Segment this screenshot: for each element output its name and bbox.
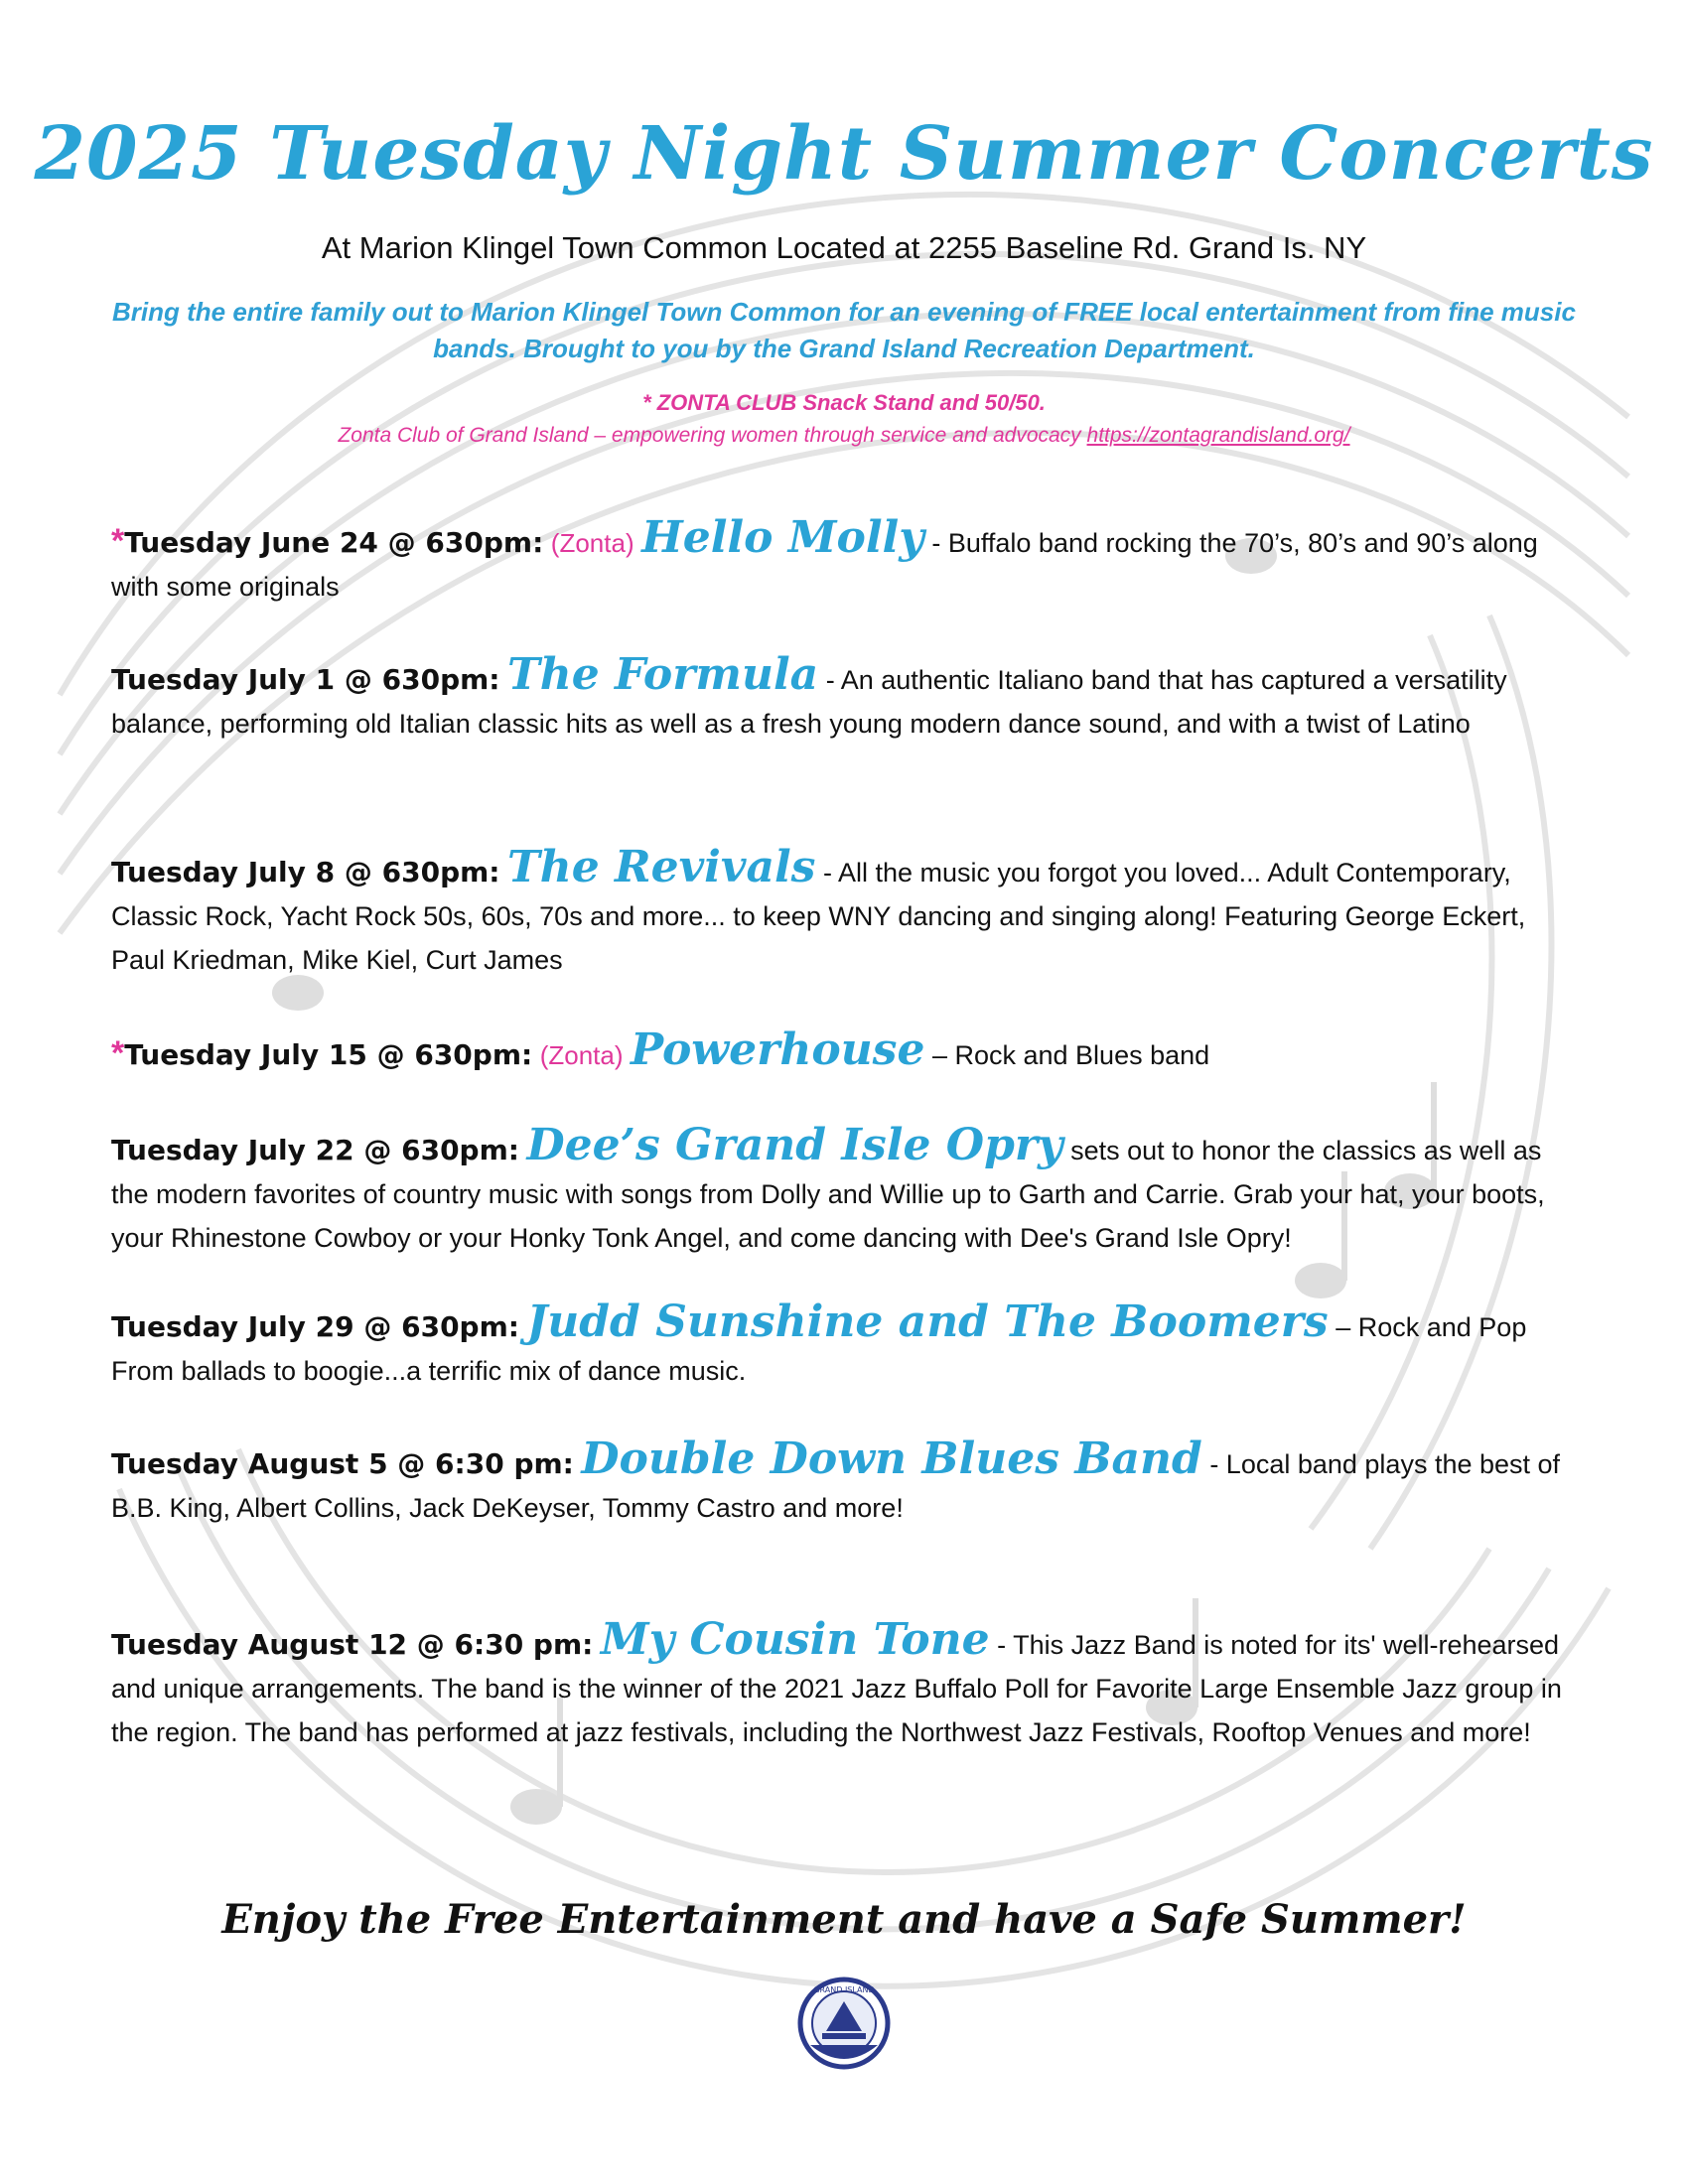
- event-description: - Buffalo band rocking the 70’s, 80’s and 90’s along with some originals: [111, 528, 1538, 602]
- event-description: – Rock and Pop From ballads to boogie...a terrific mix of dance music.: [111, 1312, 1527, 1386]
- zonta-snack-note: * ZONTA CLUB Snack Stand and 50/50.: [642, 390, 1046, 415]
- event-item: [111, 842, 1581, 982]
- event-item: [111, 649, 1581, 746]
- zonta-tag: (Zonta): [550, 528, 634, 558]
- venue-address: At Marion Klingel Town Common Located at 2255 Baseline Rd. Grand Is. NY: [321, 230, 1367, 265]
- event-date: Tuesday July 15 @ 630pm:: [124, 1038, 533, 1071]
- event-date: Tuesday June 24 @ 630pm:: [124, 526, 544, 559]
- event-description: - An authentic Italiano band that has captured a versatility balance, performing old Italian classic hits as well as a fresh young modern dance sound, and with a twist of Latino: [111, 665, 1507, 739]
- event-description: - Local band plays the best of B.B. King, Albert Collins, Jack DeKeyser, Tommy Castro and more!: [111, 1449, 1561, 1523]
- event-date: Tuesday July 29 @ 630pm:: [111, 1310, 519, 1343]
- town-seal-logo: [796, 1976, 892, 2071]
- event-date: Tuesday August 12 @ 6:30 pm:: [111, 1628, 594, 1661]
- page-title: 2025 Tuesday Night Summer Concerts: [34, 111, 1654, 197]
- intro-text: Bring the entire family out to Marion Klingel Town Common for an evening of FREE local entertainment from fine music bands. Brought to you by the Grand Island Recreation Department.: [112, 297, 1576, 363]
- zonta-star: *: [111, 522, 125, 560]
- event-description: - All the music you forgot you loved... Adult Contemporary, Classic Rock, Yacht Rock 50s, 60s, 70s and more... to keep WNY dancing and singing along! Featuring George Eckert, Paul Kriedman, Mike Kiel, Curt James: [111, 858, 1526, 975]
- event-item: [111, 1433, 1581, 1530]
- band-name: The Formula: [507, 649, 819, 700]
- event-date: Tuesday July 8 @ 630pm:: [111, 856, 500, 888]
- zonta-description: [0, 424, 1688, 448]
- event-item: [111, 512, 1581, 609]
- band-name: Hello Molly: [641, 512, 924, 563]
- band-name: Dee’s Grand Isle Opry: [526, 1120, 1063, 1170]
- zonta-tag: (Zonta): [539, 1040, 624, 1070]
- event-date: Tuesday August 5 @ 6:30 pm:: [111, 1447, 574, 1480]
- band-name: The Revivals: [507, 842, 816, 892]
- band-name: Double Down Blues Band: [581, 1433, 1202, 1484]
- zonta-desc-text: Zonta Club of Grand Island – empowering women through service and advocacy: [338, 424, 1081, 447]
- band-name: My Cousin Tone: [600, 1614, 990, 1665]
- event-item: [111, 1024, 1581, 1077]
- event-item: [111, 1120, 1581, 1260]
- band-name: Judd Sunshine and The Boomers: [526, 1297, 1329, 1347]
- event-description: - This Jazz Band is noted for its' well-rehearsed and unique arrangements. The band is the winner of the 2021 Jazz Buffalo Poll for Favorite Large Ensemble Jazz group in the region. The band has performed at jazz festivals, including the Northwest Jazz Festivals, Rooftop Venues and more!: [111, 1630, 1562, 1747]
- event-date: Tuesday July 22 @ 630pm:: [111, 1134, 519, 1166]
- event-item: [111, 1614, 1581, 1754]
- event-item: [111, 1297, 1581, 1393]
- event-description: – Rock and Blues band: [931, 1040, 1210, 1070]
- band-name: Powerhouse: [631, 1024, 925, 1075]
- zonta-star: *: [111, 1034, 125, 1072]
- footer-message: Enjoy the Free Entertainment and have a Safe Summer!: [221, 1896, 1467, 1943]
- seal-text: GRAND ISLAND: [813, 1985, 875, 1994]
- zonta-link[interactable]: https://zontagrandisland.org/: [1086, 424, 1350, 447]
- event-date: Tuesday July 1 @ 630pm:: [111, 663, 500, 696]
- event-description: sets out to honor the classics as well as the modern favorites of country music with songs from Dolly and Willie up to Garth and Carrie. Grab your hat, your boots, your Rhinestone Cowboy or your Honky Tonk Angel, and come dancing with Dee's Grand Isle Opry!: [111, 1136, 1545, 1253]
